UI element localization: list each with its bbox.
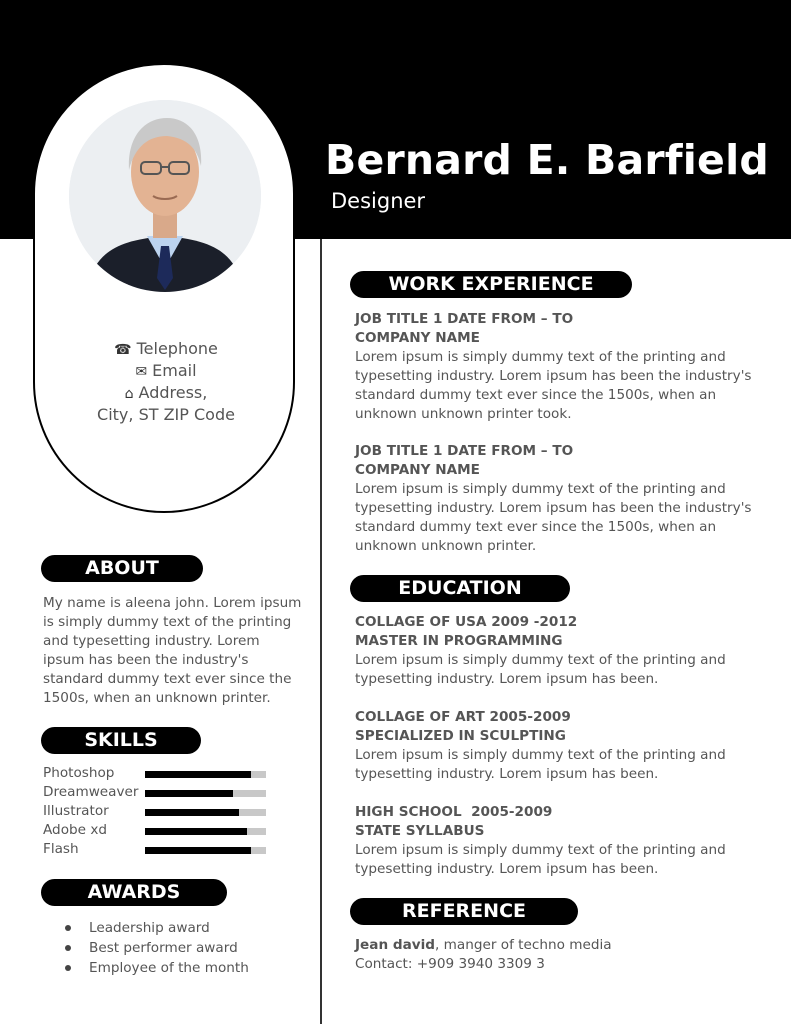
contact-city: City, ST ZIP Code xyxy=(97,405,235,424)
education-entry-school: HIGH SCHOOL 2005-2009 xyxy=(355,804,553,820)
skill-bar-fill xyxy=(145,771,251,778)
profile-photo xyxy=(69,100,261,292)
education-entry-degree: SPECIALIZED IN SCULPTING xyxy=(355,728,566,744)
work-entry xyxy=(355,310,765,424)
skill-row xyxy=(43,803,273,822)
education-entry-description: Lorem ipsum is simply dummy text of the printing and typesetting industry. Lorem ipsum has been. xyxy=(355,652,726,687)
skill-bar-fill xyxy=(145,847,251,854)
skill-row xyxy=(43,841,273,860)
work-entry-title: JOB TITLE 1 DATE FROM – TO xyxy=(355,443,574,459)
skill-row xyxy=(43,784,273,803)
education-entry-school: COLLAGE OF ART 2005-2009 xyxy=(355,709,571,725)
address-icon: ⌂ xyxy=(124,386,134,402)
award-item: Best performer award xyxy=(65,938,249,958)
skill-bar-track xyxy=(145,828,266,835)
skill-row xyxy=(43,765,273,784)
education-entry xyxy=(355,803,765,879)
skill-label: Adobe xd xyxy=(43,822,107,838)
education-heading: EDUCATION xyxy=(350,575,570,602)
contact-address: ⌂ Address, xyxy=(124,383,208,402)
skill-bar-fill xyxy=(145,790,233,797)
skill-bar-fill xyxy=(145,809,239,816)
awards-list xyxy=(65,918,249,978)
education-entry-description: Lorem ipsum is simply dummy text of the printing and typesetting industry. Lorem ipsum has been. xyxy=(355,842,726,877)
award-item: Leadership award xyxy=(65,918,249,938)
skill-bar-track xyxy=(145,809,266,816)
skill-label: Dreamweaver xyxy=(43,784,139,800)
education-entry-school: COLLAGE OF USA 2009 -2012 xyxy=(355,614,578,630)
work-entry-title: JOB TITLE 1 DATE FROM – TO xyxy=(355,311,574,327)
education-entry-degree: MASTER IN PROGRAMMING xyxy=(355,633,563,649)
skill-bar-track xyxy=(145,771,266,778)
skill-row xyxy=(43,822,273,841)
contact-email: ✉ Email xyxy=(135,361,197,380)
education-entry xyxy=(355,613,765,689)
reference-contact: Contact: +909 3940 3309 3 xyxy=(355,956,545,972)
work-entry xyxy=(355,442,765,556)
work-entry-description: Lorem ipsum is simply dummy text of the printing and typesetting industry. Lorem ipsum has been the industry's standard dummy text ever since the 1500s, when an unknown unknown printer. xyxy=(355,481,752,554)
reference-name: Jean david xyxy=(355,937,436,953)
portrait-illustration xyxy=(69,100,261,292)
education-entry-description: Lorem ipsum is simply dummy text of the printing and typesetting industry. Lorem ipsum has been. xyxy=(355,747,726,782)
skill-bar-track xyxy=(145,790,266,797)
skill-label: Flash xyxy=(43,841,79,857)
education-entry xyxy=(355,708,765,784)
work-entry-company: COMPANY NAME xyxy=(355,330,480,346)
reference-heading: REFERENCE xyxy=(350,898,578,925)
about-text: My name is aleena john. Lorem ipsum is simply dummy text of the printing and typesetting industry. Lorem ipsum has been the industry's standard dummy text ever since the 1500s, when an unknown printer. xyxy=(43,595,302,706)
skill-bar-fill xyxy=(145,828,247,835)
skill-bar-track xyxy=(145,847,266,854)
reference-position: , manger of techno media xyxy=(435,937,612,953)
candidate-role: Designer xyxy=(331,189,426,213)
awards-heading: AWARDS xyxy=(41,879,227,906)
skills-heading: SKILLS xyxy=(41,727,201,754)
work-experience-heading: WORK EXPERIENCE xyxy=(350,271,632,298)
telephone-icon: ☎ xyxy=(114,342,132,358)
skill-label: Illustrator xyxy=(43,803,109,819)
about-heading: ABOUT xyxy=(41,555,203,582)
contact-telephone: ☎ Telephone xyxy=(114,339,218,358)
reference-block xyxy=(355,936,612,974)
candidate-name: Bernard E. Barfield xyxy=(325,136,769,184)
award-item: Employee of the month xyxy=(65,958,249,978)
education-entry-degree: STATE SYLLABUS xyxy=(355,823,485,839)
work-entry-description: Lorem ipsum is simply dummy text of the printing and typesetting industry. Lorem ipsum has been the industry's standard dummy text ever since the 1500s, when an unknown unknown printer took. xyxy=(355,349,752,422)
email-icon: ✉ xyxy=(135,364,148,380)
column-divider xyxy=(320,239,322,1024)
skill-label: Photoshop xyxy=(43,765,115,781)
work-entry-company: COMPANY NAME xyxy=(355,462,480,478)
